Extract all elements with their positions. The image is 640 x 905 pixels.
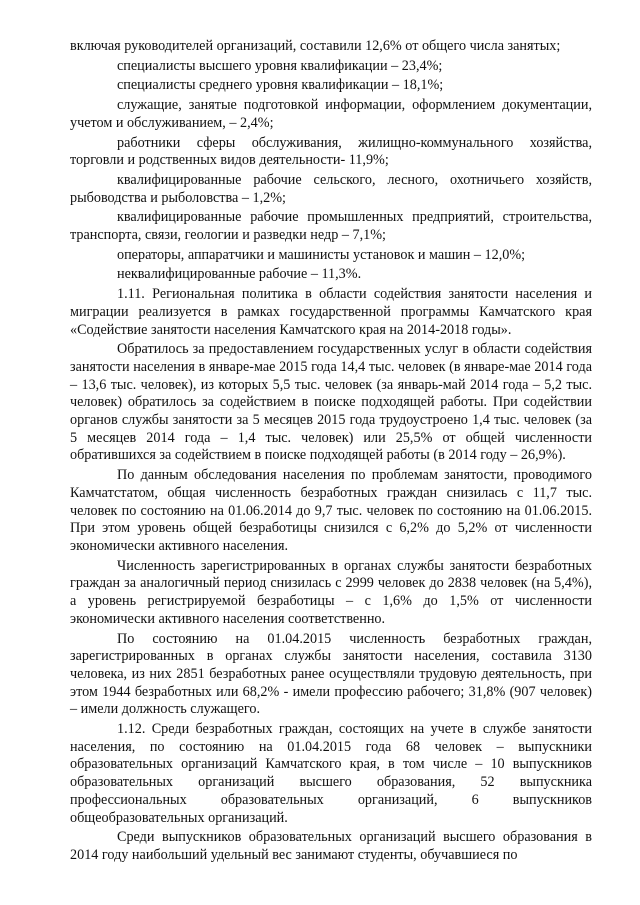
- section-1-12-paragraph: 1.12. Среди безработных граждан, состоящих на учете в службе занятости населения, по состоянию на 01.04.2015 года 68 человек – выпускники образовательных организаций Камчатского края, в том числе – 10 выпускников образовательных организаций высшего образования, 52 выпускника профессиональных образовательных организаций, 6 выпускников общеобразовательных организаций.: [70, 721, 592, 826]
- paragraph: Обратилось за предоставлением государственных услуг в области содействия занятости населения в январе-мае 2015 года 14,4 тыс. человек (в январе-мае 2014 года – 13,6 тыс. человек), из которых 5,5 тыс. человек (за январь-май 2014 года – 5,2 тыс. человек) обратилось за содействием в поиске подходящей работы. При содействии органов службы занятости за 5 месяцев 2015 года трудоустроено 1,4 тыс. человек (за 5 месяцев 2014 года – 1,4 тыс. человек) или 25,5% от общей численности обратившихся за содействием в поиске подходящей работы (в 2014 году – 26,9%).: [70, 341, 592, 464]
- list-item: работники сферы обслуживания, жилищно-коммунального хозяйства, торговли и родственных видов деятельности- 11,9%;: [70, 134, 592, 169]
- paragraph: Среди выпускников образовательных организаций высшего образования в 2014 году наибольший удельный вес занимают студенты, обучавшиеся по: [70, 829, 592, 863]
- list-item: квалифицированные рабочие промышленных предприятий, строительства, транспорта, связи, геологии и разведки недр – 7,1%;: [70, 209, 592, 244]
- list-item: специалисты среднего уровня квалификации – 18,1%;: [117, 77, 444, 94]
- paragraph: включая руководителей организаций, составили 12,6% от общего числа занятых;: [70, 38, 561, 54]
- paragraph: Численность зарегистрированных в органах службы занятости безработных граждан за аналогичный период снизилась с 2999 человек до 2838 человек (на 5,4%), а уровень регистрируемой безработицы – с 1,6% до 1,5% от численности экономически активного населения соответственно.: [70, 557, 592, 627]
- list-item: квалифицированные рабочие сельского, лесного, охотничьего хозяйств, рыбоводства и рыболовства – 1,2%;: [70, 171, 592, 206]
- list-item: операторы, аппаратчики и машинисты установок и машин – 12,0%;: [117, 246, 526, 263]
- paragraph: По данным обследования населения по проблемам занятости, проводимого Камчатстатом, общая численность безработных граждан снизилась с 11,7 тыс. человек по состоянию на 01.06.2014 до 9,7 тыс. человек по состоянию на 01.06.2015. При этом уровень общей безработицы снизился с 6,2% до 5,2% от численности экономически активного населения.: [70, 467, 592, 554]
- list-item: неквалифицированные рабочие – 11,3%.: [117, 266, 362, 283]
- paragraph: По состоянию на 01.04.2015 численность безработных граждан, зарегистрированных в органах службы занятости населения, составила 3130 человека, из них 2851 безработных ранее осуществляли трудовую деятельность, при этом 1944 безработных или 68,2% - имели профессию рабочего; 31,8% (907 человек) – имели должность служащего.: [70, 630, 592, 718]
- list-item: служащие, занятые подготовкой информации, оформлением документации, учетом и обслуживанием, – 2,4%;: [70, 97, 592, 131]
- section-1-11-paragraph: 1.11. Региональная политика в области содействия занятости населения и миграции реализуется в рамках государственной программы Камчатского края «Содействие занятости населения Камчатского края на 2014-2018 годы».: [70, 286, 592, 338]
- list-item: специалисты высшего уровня квалификации – 23,4%;: [117, 57, 443, 74]
- document-body: [70, 38, 592, 865]
